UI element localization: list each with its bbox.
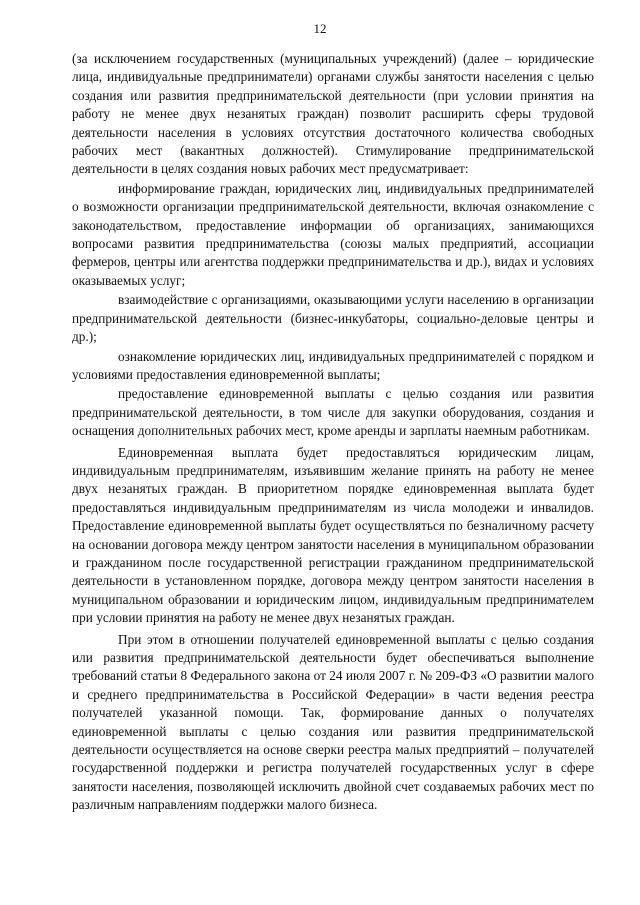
paragraph-registry: При этом в отношении получателей единовременной выплаты с целью создания или развития предпринимательской деятельности будет обеспечиваться выполнение требований статьи 8 Федерального закона от 24 июля 2007 г. № 209-ФЗ «О развитии малого и среднего предпринимательства в Российской Федерации» в части ведения реестра получателей указанной помощи. Так, формирование данных о получателях единовременной выплаты с целью создания или развития предпринимательской деятельности осуществляется на основе сверки реестра малых предприятий – получателей государственной поддержки и регистра получателей государственных услуг в сфере занятости населения, позволяющей исключить двойной счет создаваемых рабочих мест по различным направлениям поддержки малого бизнеса. xyxy=(72,631,594,813)
document-body xyxy=(72,50,594,815)
paragraph-lump-sum: предоставление единовременной выплаты с целью создания или развития предпринимательской деятельности, в том числе для закупки оборудования, создания и оснащения дополнительных рабочих мест, кроме аренды и зарплаты наемным работникам. xyxy=(72,386,594,439)
page-number: 12 xyxy=(313,21,327,36)
paragraph-interaction: взаимодействие с организациями, оказывающими услуги населению в организации предпринимательской деятельности (бизнес-инкубаторы, социально-деловые центры и др.); xyxy=(72,292,594,345)
paragraph-familiarization: ознакомление юридических лиц, индивидуальных предпринимателей с порядком и условиями предоставления единовременной выплаты; xyxy=(72,348,594,382)
paragraph-intro: (за исключением государственных (муниципальных учреждений) (далее – юридические лица, индивидуальные предприниматели) органами службы занятости населения с целью создания или развития предпринимательской деятельности (при условии принятия на работу не менее двух незанятых граждан) позволит расширить сферы трудовой деятельности населения в условиях отсутствия достаточного количества свободных рабочих мест (вакантных должностей). Стимулирование предпринимательской деятельности в целях создания новых рабочих мест предусматривает: xyxy=(72,51,594,177)
paragraph-payment-conditions: Единовременная выплата будет предоставляться юридическим лицам, индивидуальным предпринимателям, изъявившим желание принять на работу не менее двух незанятых граждан. В приоритетном порядке единовременная выплата будет предоставляться индивидуальным предпринимателям из числа молодежи и инвалидов. Предоставление единовременной выплаты будет осуществляться по безналичному расчету на основании договора между центром занятости населения в муниципальном образовании и гражданином после государственной регистрации гражданином предпринимательской деятельности в установленном порядке, договора между центром занятости населения в муниципальном образовании и юридическим лицом, индивидуальным предпринимателем при условии принятия на работу не менее двух незанятых граждан. xyxy=(72,444,594,626)
paragraph-informing: информирование граждан, юридических лиц, индивидуальных предпринимателей о возможности организации предпринимательской деятельности, включая ознакомление с законодательством, предоставление информации об организациях, занимающихся вопросами развития предпринимательства (союзы малых предприятий, ассоциации фермеров, центры или агентства поддержки предпринимательства и др.), видах и условиях оказываемых услуг; xyxy=(72,180,594,288)
